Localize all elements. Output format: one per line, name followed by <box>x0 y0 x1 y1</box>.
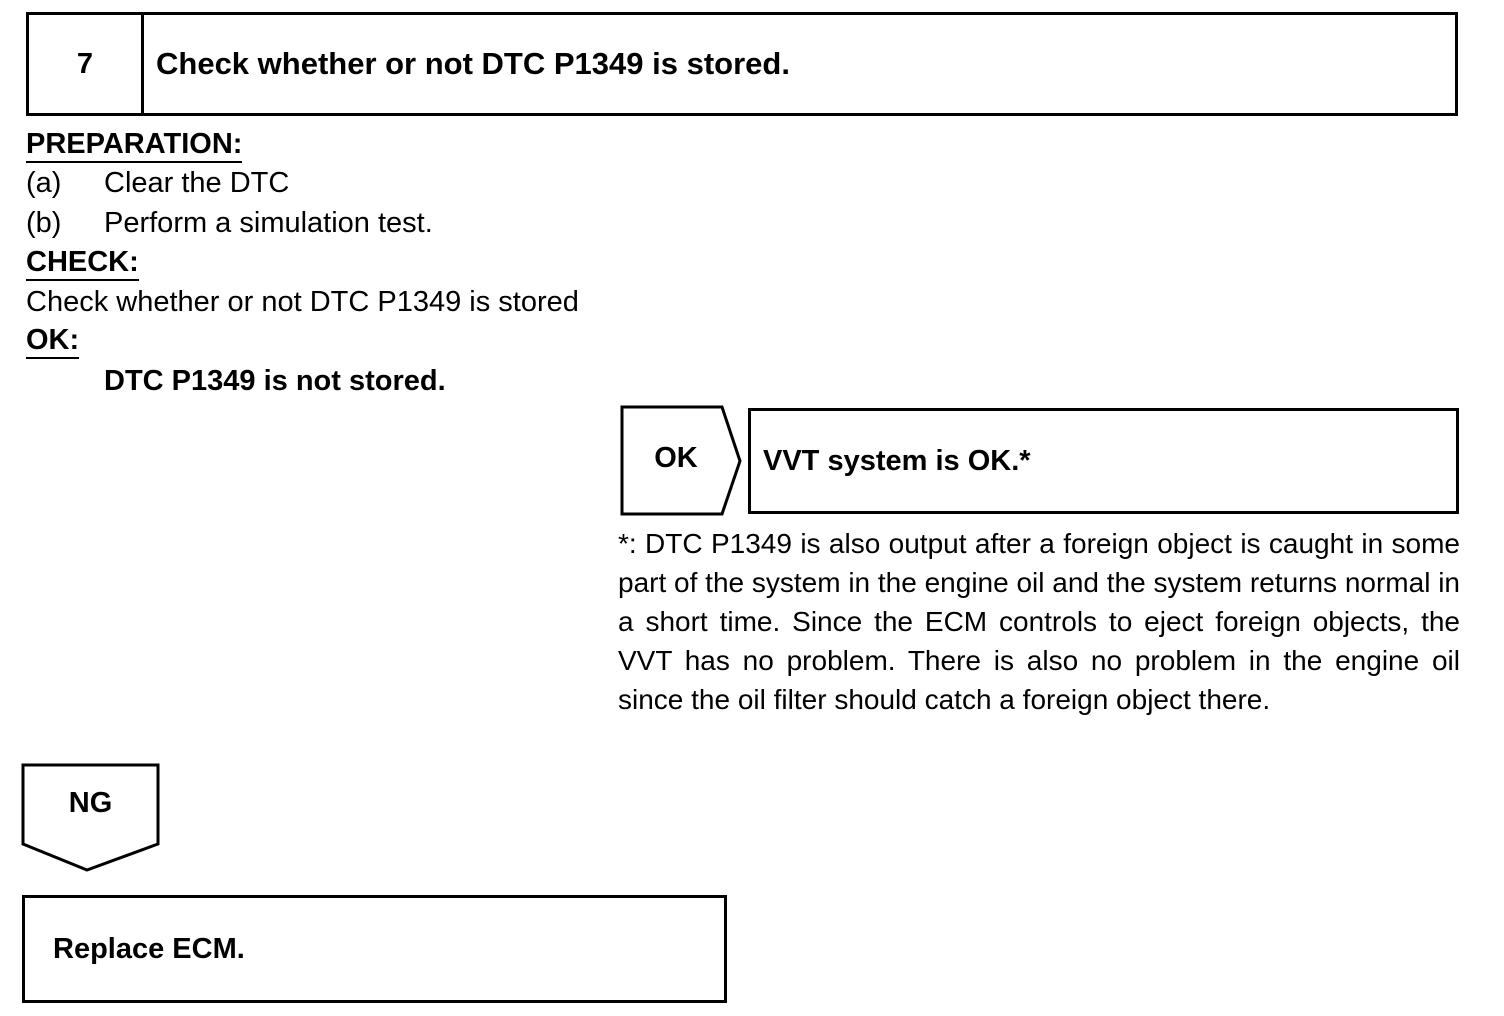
ng-branch-label: NG <box>68 787 113 819</box>
ok-result-text: VVT system is OK.* <box>763 444 1031 477</box>
step-number: 7 <box>29 15 144 113</box>
footnote: *: DTC P1349 is also output after a foreign object is caught in some part of the system in the engine oil and the system returns normal in a short time. Since the ECM controls to eject foreign objects, the VVT has no problem. There is also no problem in the engine oil since the oil filter should catch a foreign object there. <box>618 528 1460 715</box>
check-heading: CHECK: <box>26 246 139 281</box>
ng-result-box <box>22 895 727 1003</box>
preparation-item-a-text: Clear the DTC <box>104 167 290 199</box>
step-header <box>26 12 1458 116</box>
ok-branch-label: OK <box>654 442 698 474</box>
preparation-item-b-text: Perform a simulation test. <box>104 207 433 239</box>
preparation-item-a-marker: (a) <box>26 167 62 199</box>
ng-result-text: Replace ECM. <box>53 932 245 965</box>
preparation-item-b-marker: (b) <box>26 207 62 239</box>
check-text: Check whether or not DTC P1349 is stored <box>26 286 579 318</box>
ok-result-box <box>748 408 1459 514</box>
preparation-heading: PREPARATION: <box>26 128 242 163</box>
step-title: Check whether or not DTC P1349 is stored. <box>156 46 790 81</box>
ok-criteria-text: DTC P1349 is not stored. <box>104 365 446 397</box>
ok-heading: OK: <box>26 324 79 359</box>
